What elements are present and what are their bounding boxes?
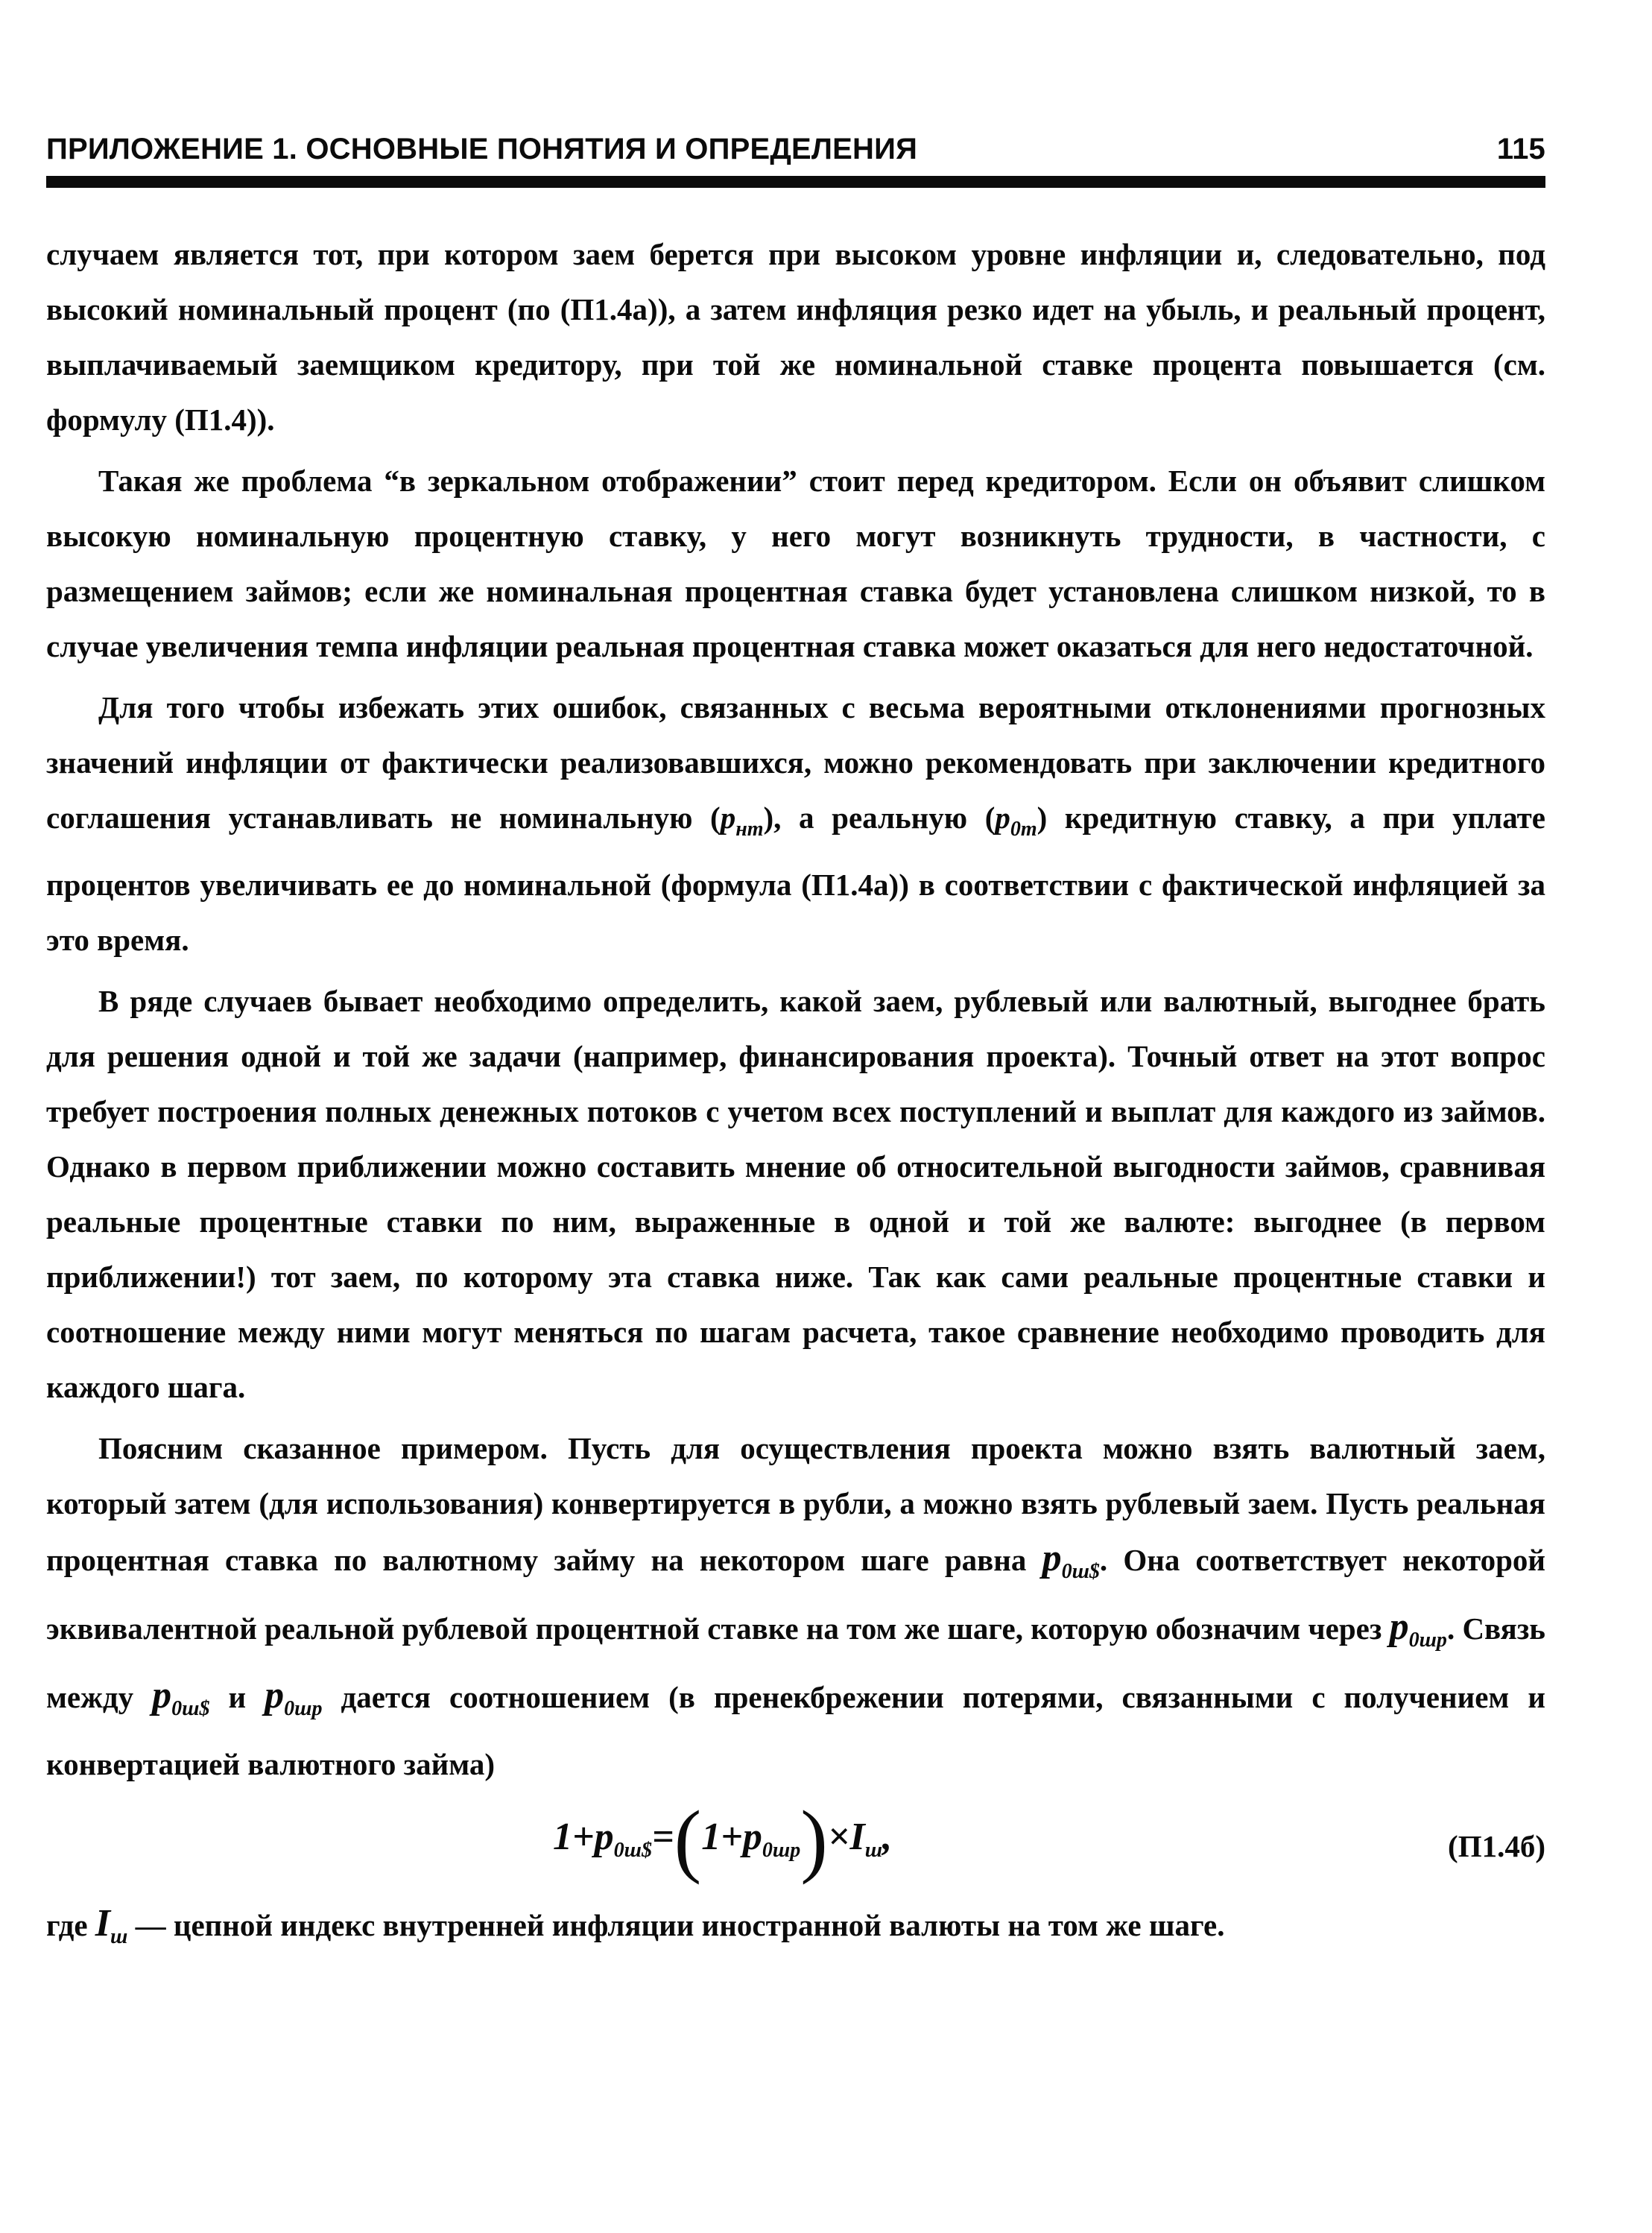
p3-text-b: ), а реальную ( [763,800,996,835]
formula-p1-4b: $1+p_{0ш\$}=(1+p_{0шр})\times I_ш$, [553,1794,893,1885]
p3-text-c: ) кредитную ставку, а при уплате процентов увеличивать ее до номинальной (формула (П1.4а)) в соответствии с фактической инфляцией за это время. [46,800,1545,957]
symbol-p-0sh-dollar-2: $p_{0ш\$}$ [152,1674,210,1720]
paragraph-1: случаем является тот, при котором заем берется при высоком уровне инфляции и, следовательно, под высокий номинальный процент (по (П1.4а)), а затем инфляция резко идет на убыль, и реальный процент, выплачиваемый заемщиком кредитору, при той же номинальной ставке процента повышается (см. формулу (П1.4)). [46,237,1545,437]
paragraph-5 [46,1421,1545,1792]
p3-text-a: Для того чтобы избежать этих ошибок, связанных с весьма вероятными отклонениями прогнозных значений инфляции от фактически реализовавшихся, можно рекомендовать при заключении кредитного соглашения устанавливать не номинальную ( [46,690,1545,835]
p5-text-b: . Она соответствует некоторой эквивалентной реальной рублевой процентной ставке на том же шаге, которую обозначим через [46,1543,1545,1646]
running-header [46,133,1545,171]
symbol-p-nm: $p_{нm}$ [720,800,764,841]
symbol-p-0m: $p_{0m}$ [995,800,1037,841]
header-title: ПРИЛОЖЕНИЕ 1. ОСНОВНЫЕ ПОНЯТИЯ И ОПРЕДЕЛЕНИЯ [46,133,918,165]
symbol-p-0shr-2: $p_{0шр}$ [265,1674,323,1720]
paragraph-4: В ряде случаев бывает необходимо определить, какой заем, рублевый или валютный, выгоднее брать для решения одной и той же задачи (например, финансирования проекта). Точный ответ на этот вопрос требует построения полных денежных потоков с учетом всех поступлений и выплат для каждого из займов. Однако в первом приближении можно составить мнение об относительной выгодности займов, сравнивая реальные процентные ставки по ним, выраженные в одной и той же валюте: выгоднее (в первом приближении!) тот заем, по которому эта ставка ниже. Так как сами реальные процентные ставки и соотношение между ними могут меняться по шагам расчета, такое сравнение необходимо проводить для каждого шага. [46,984,1545,1404]
p5-text-d: и [209,1680,265,1714]
page-number: 115 [1496,133,1545,165]
symbol-p-0shr: $p_{0шр}$ [1389,1605,1447,1652]
p5-text-a: Поясним сказанное примером. Пусть для осуществления проекта можно взять валютный заем, который затем (для использования) конвертируется в рубли, а можно взять рублевый заем. Пусть реальная процентная ставка по валютному займу на некотором шаге равна [46,1431,1545,1577]
paragraph-3 [46,680,1545,967]
equation-number: (П1.4б) [1448,1829,1545,1863]
p5-text-e: дается соотношением (в пренекбрежении потерями, связанными с получением и конвертацией валютного займа) [46,1680,1545,1781]
paragraph-2: Такая же проблема “в зеркальном отображении” стоит перед кредитором. Если он объявит слишком высокую номинальную процентную ставку, у него могут возникнуть трудности, в частности, с размещением займов; если же номинальная процентная ставка будет установлена слишком низкой, то в случае увеличения темпа инфляции реальная процентная ставка может оказаться для него недостаточной. [46,464,1545,663]
symbol-I-sh: $I_ш$ [95,1902,128,1948]
p5-text-c: . Связь между [46,1611,1545,1714]
formula-row [46,1794,1545,1889]
where-line: где $I_ш$ — цепной индекс внутренней инфляции иностранной валюты на том же шаге. [46,1902,1225,1948]
page-body [46,227,1545,1971]
symbol-p-0sh-dollar: $p_{0ш\$}$ [1042,1537,1100,1583]
header-rule [46,176,1545,188]
